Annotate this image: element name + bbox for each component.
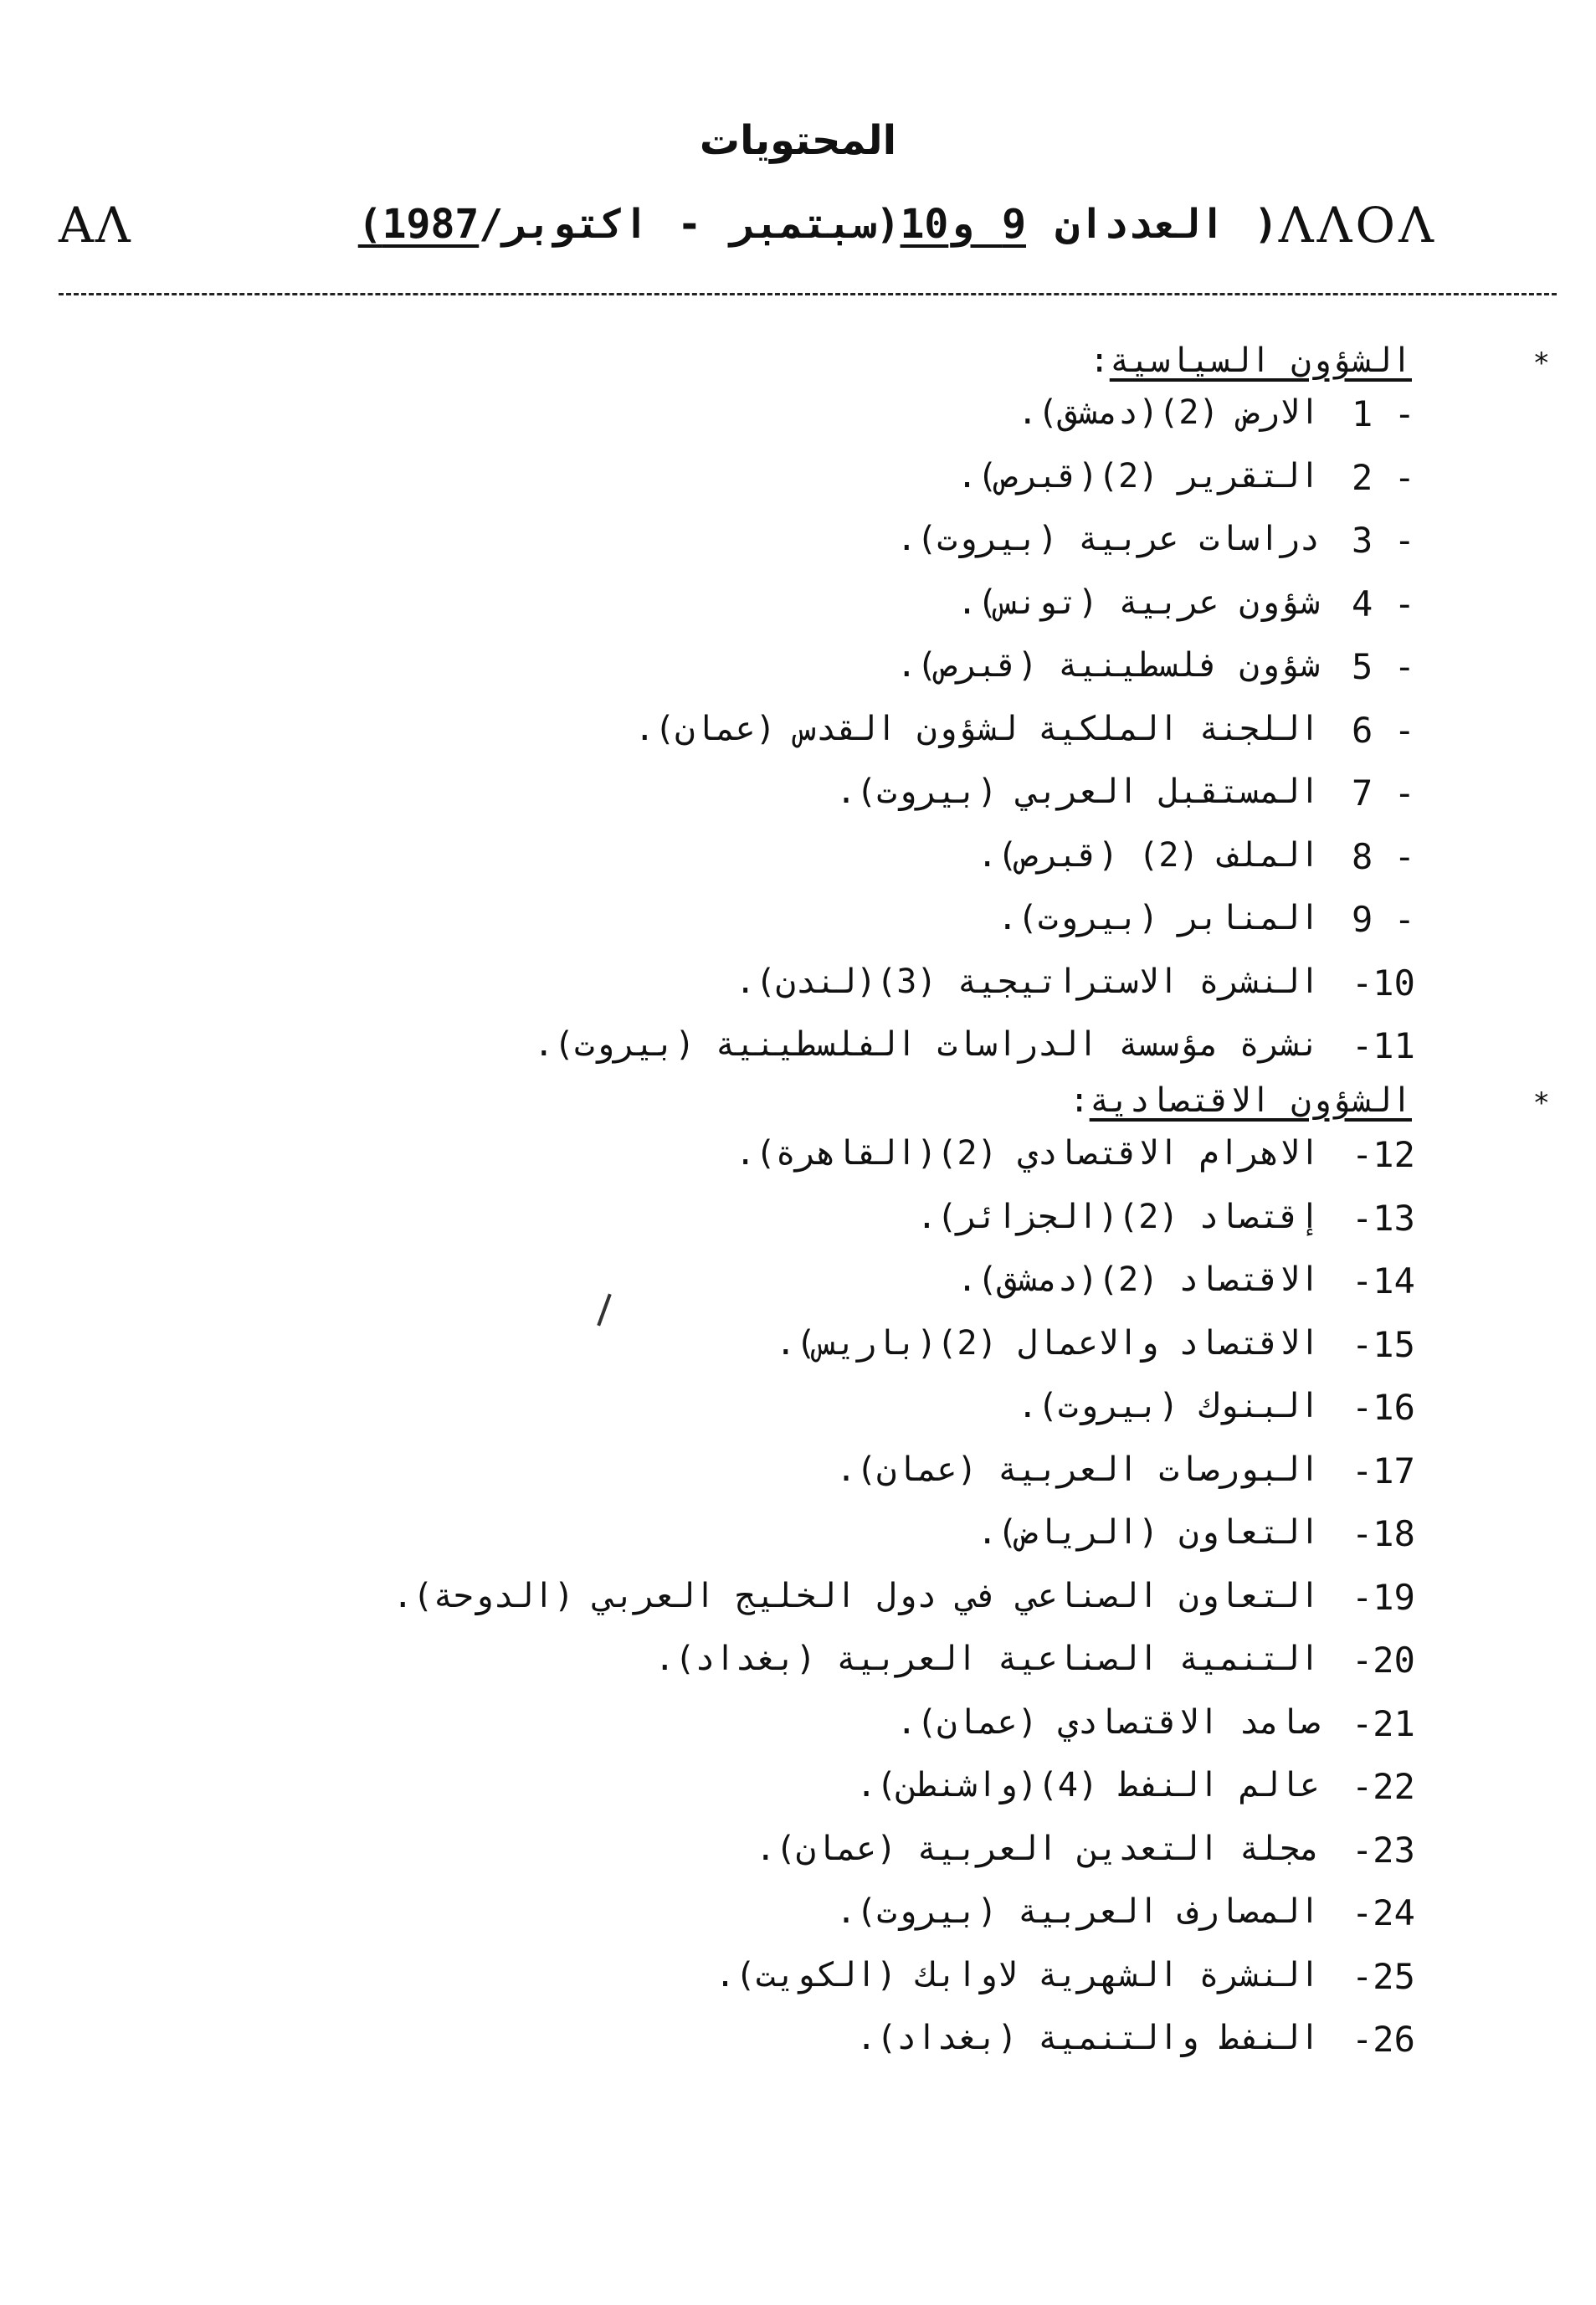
item-number: 6 - <box>1352 710 1415 751</box>
issue-line <box>358 201 1278 248</box>
handwritten-catalog-number: ΛΛΟΛ <box>1278 197 1437 254</box>
contents-item <box>0 2019 1596 2069</box>
item-number: -13 <box>1352 1198 1415 1239</box>
item-title: إقتصاد (2)(الجزائر). <box>916 1198 1320 1236</box>
issue-numbers: 9 و10 <box>900 201 1027 248</box>
item-title: شؤون عربية (تونس). <box>957 583 1320 622</box>
item-title: الاقتصاد والاعمال (2)(باريس). <box>775 1324 1320 1363</box>
section-heading <box>1070 1081 1412 1120</box>
item-title: الاقتصاد (2)(دمشق). <box>957 1260 1320 1299</box>
contents-item <box>0 1892 1596 1943</box>
section-heading-title: الشؤون السياسية <box>1109 341 1412 380</box>
item-title: دراسات عربية (بيروت). <box>896 520 1320 558</box>
issue-months: (سبتمبر - اكتوبر/ <box>479 201 901 248</box>
item-number: 1 - <box>1352 393 1415 434</box>
item-number: -19 <box>1352 1577 1415 1618</box>
section-heading <box>1090 341 1412 380</box>
item-title: التعاون (الرياض). <box>977 1513 1320 1552</box>
dashed-divider <box>59 293 1557 295</box>
contents-item <box>0 1450 1596 1501</box>
contents-item <box>0 1198 1596 1248</box>
contents-item <box>0 1513 1596 1563</box>
item-number: -25 <box>1352 1956 1415 1997</box>
item-number: 4 - <box>1352 583 1415 624</box>
item-number: -21 <box>1352 1703 1415 1744</box>
item-number: 2 - <box>1352 457 1415 498</box>
item-title: الارض (2)(دمشق). <box>1017 393 1320 432</box>
item-number: 3 - <box>1352 520 1415 561</box>
contents-item <box>0 1956 1596 2006</box>
item-title: المصارف العربية (بيروت). <box>836 1892 1320 1931</box>
item-number: 9 - <box>1352 899 1415 940</box>
contents-item <box>0 1025 1596 1075</box>
item-title: التنمية الصناعية العربية (بغداد). <box>654 1640 1320 1678</box>
item-title: نشرة مؤسسة الدراسات الفلسطينية (بيروت). <box>533 1025 1320 1064</box>
item-title: البنوك (بيروت). <box>1017 1387 1320 1425</box>
item-title: البورصات العربية (عمان). <box>836 1450 1320 1489</box>
item-title: التعاون الصناعي في دول الخليج العربي (الدوحة). <box>393 1577 1320 1615</box>
contents-item <box>0 583 1596 634</box>
section-heading-colon: : <box>1089 341 1110 380</box>
item-title: مجلة التعدين العربية (عمان). <box>755 1830 1320 1868</box>
section-bullet: * <box>1532 347 1550 380</box>
item-number: -16 <box>1352 1387 1415 1428</box>
contents-item <box>0 1134 1596 1184</box>
item-title: المستقبل العربي (بيروت). <box>836 773 1320 811</box>
item-number: -24 <box>1352 1892 1415 1933</box>
contents-item <box>0 836 1596 886</box>
item-title: المنابر (بيروت). <box>997 899 1320 937</box>
item-number: -14 <box>1352 1260 1415 1301</box>
contents-item <box>0 963 1596 1013</box>
item-number: -12 <box>1352 1134 1415 1175</box>
item-title: عالم النفط (4)(واشنطن). <box>856 1766 1320 1804</box>
contents-item <box>0 1703 1596 1753</box>
contents-item <box>0 899 1596 949</box>
item-number: -17 <box>1352 1450 1415 1491</box>
contents-item <box>0 1766 1596 1816</box>
handwritten-page-number: ΑΛ <box>59 197 132 254</box>
section-heading-colon: : <box>1069 1081 1090 1120</box>
item-number: -18 <box>1352 1513 1415 1554</box>
contents-item <box>0 646 1596 696</box>
item-number: -22 <box>1352 1766 1415 1807</box>
item-title: التقرير (2)(قبرص). <box>957 457 1320 495</box>
contents-item <box>0 393 1596 444</box>
contents-item <box>0 520 1596 570</box>
contents-item <box>0 1640 1596 1690</box>
item-title: الملف (2) (قبرص). <box>977 836 1320 875</box>
page-title: المحتويات <box>699 117 897 164</box>
item-title: صامد الاقتصادي (عمان). <box>896 1703 1320 1742</box>
item-number: 8 - <box>1352 836 1415 877</box>
item-number: -20 <box>1352 1640 1415 1681</box>
contents-item <box>0 710 1596 760</box>
contents-item <box>0 1260 1596 1311</box>
item-number: -10 <box>1352 963 1415 1004</box>
contents-item <box>0 1387 1596 1437</box>
item-title: النفط والتنمية (بغداد). <box>856 2019 1320 2057</box>
item-title: اللجنة الملكية لشؤون القدس (عمان). <box>634 710 1320 748</box>
item-number: -11 <box>1352 1025 1415 1066</box>
item-number: -15 <box>1352 1324 1415 1365</box>
issue-year: 1987) <box>357 201 480 248</box>
item-number: 7 - <box>1352 773 1415 814</box>
contents-item <box>0 1324 1596 1374</box>
item-title: النشرة الاستراتيجية (3)(لندن). <box>735 963 1320 1001</box>
item-title: شؤون فلسطينية (قبرص). <box>896 646 1320 685</box>
contents-item <box>0 457 1596 507</box>
item-number: 5 - <box>1352 646 1415 687</box>
issue-open: ( العددان <box>1026 201 1278 248</box>
contents-item <box>0 1577 1596 1627</box>
contents-item <box>0 773 1596 823</box>
item-title: الاهرام الاقتصادي (2)(القاهرة). <box>735 1134 1320 1173</box>
contents-item <box>0 1830 1596 1880</box>
section-bullet: * <box>1532 1086 1550 1120</box>
item-number: -26 <box>1352 2019 1415 2060</box>
section-heading-title: الشؤون الاقتصادية <box>1089 1081 1412 1120</box>
item-title: النشرة الشهرية لاوابك (الكويت). <box>715 1956 1320 1994</box>
item-number: -23 <box>1352 1830 1415 1871</box>
